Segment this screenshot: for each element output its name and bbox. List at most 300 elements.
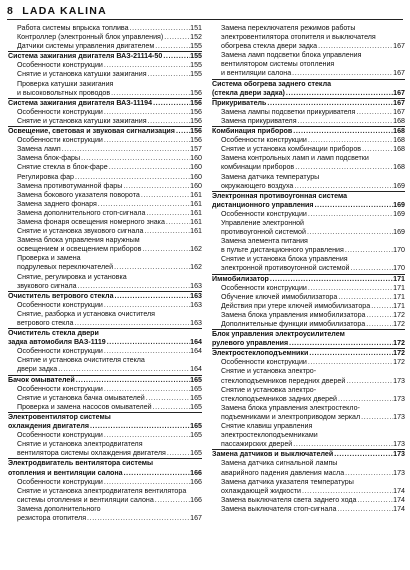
toc-entry-title-line: двери задка (17, 365, 58, 374)
toc-entry (8, 347, 202, 356)
dot-leader (344, 246, 393, 255)
toc-entry-title-line: Замена датчика указателя температуры (221, 477, 354, 486)
dot-leader (345, 377, 393, 386)
toc-entry (212, 293, 405, 302)
toc-entry-title-line: Снятие и установка электро- (221, 385, 317, 394)
toc-entry (8, 61, 202, 70)
dot-leader (337, 395, 393, 404)
toc-entry-title-line: Замена заднего фонаря (17, 199, 97, 208)
dot-leader (103, 431, 190, 440)
toc-page-number: 156 (190, 98, 202, 107)
toc-entry (212, 459, 405, 477)
toc-entry-title-line: Прикуриватель (212, 98, 267, 107)
toc-entry (8, 310, 202, 328)
toc-entry-title-line: Особенности конструкции (221, 358, 307, 367)
toc-entry-title-line: Замена датчика температуры (221, 172, 320, 181)
toc-section-entry (212, 329, 405, 348)
toc-page-number: 165 (190, 393, 202, 402)
toc-entry-title-line: Снятие и установка катушки зажигания (17, 70, 147, 79)
toc-entry-title-line: Снятие и установка электродвигателя (17, 440, 143, 449)
toc-entry-title-line: Снятие и установка блока управления (221, 255, 348, 264)
toc-entry (8, 209, 202, 218)
dot-leader (365, 320, 393, 329)
toc-entry (212, 237, 405, 255)
toc-entry-title-line: Снятие и установка звукового сигнала (17, 227, 144, 236)
toc-entry-title-line: Особенности конструкции (17, 107, 103, 116)
dot-leader (77, 282, 191, 291)
toc-page-number: 151 (190, 24, 202, 32)
toc-entry (8, 394, 202, 403)
dot-leader (285, 89, 393, 98)
toc-entry-title-line: стеклоподъемников задних дверей (221, 394, 337, 403)
toc-entry-title-line: Снятие, регулировка и установка (17, 272, 127, 281)
toc-page-number: 163 (190, 300, 202, 309)
toc-entry-title-line: Комбинация приборов (212, 127, 293, 136)
toc-entry (8, 273, 202, 291)
toc-page-number: 166 (190, 495, 202, 504)
dot-leader (147, 117, 191, 126)
dot-leader (165, 218, 190, 227)
dot-leader (317, 42, 393, 51)
toc-entry (212, 422, 405, 449)
toc-entry-title-line: резистора отопителя (17, 513, 87, 522)
toc-page-number: 174 (393, 504, 405, 513)
toc-entry (212, 302, 405, 311)
toc-section-entry (212, 79, 405, 98)
toc-entry-title-line: Снятие и установка очистителя стекла (17, 356, 145, 365)
dot-leader (73, 319, 190, 328)
toc-page-number: 169 (393, 228, 405, 237)
toc-entry-title-line: Система зажигания двигателя ВАЗ-21114-50 (8, 52, 163, 61)
toc-entry-title-line: Снятие, разборка и установка очистителя (17, 309, 156, 318)
dot-leader (314, 201, 394, 210)
toc-entry-title-line: Снятие и установка комбинации приборов (221, 145, 362, 154)
toc-section-entry (8, 458, 202, 477)
toc-entry-title-line: Особенности конструкции (221, 209, 307, 218)
dot-leader (103, 108, 190, 117)
toc-page-number: 156 (190, 116, 202, 125)
toc-entry (212, 496, 405, 505)
toc-entry-title-line: Очиститель стекла двери (8, 329, 99, 338)
toc-page-number: 173 (393, 440, 405, 449)
toc-page-number: 166 (190, 477, 202, 486)
toc-page-number: 164 (190, 338, 202, 347)
toc-entry-title-line: Замена датчиков и выключателей (212, 450, 334, 459)
toc-page-number: 173 (393, 412, 405, 421)
toc-entry (212, 320, 405, 329)
toc-section-entry (8, 375, 202, 385)
toc-entry-title-line: Снятие и установка электро- (221, 367, 317, 376)
toc-entry-title-line: Проверка и замена насосов омывателей (17, 402, 152, 411)
toc-page-number: 168 (393, 145, 405, 154)
toc-entry-title-line: Снятие и установка катушки зажигания (17, 116, 147, 125)
dot-leader (355, 108, 393, 117)
toc-page-number: 160 (190, 172, 202, 181)
dot-leader (365, 311, 393, 320)
dot-leader (163, 33, 190, 42)
toc-entry-title-line: Электростеклоподъемники (212, 349, 309, 358)
toc-page-number: 172 (393, 358, 405, 367)
toc-entry (8, 440, 202, 458)
toc-entry-title-line: вентилятора системы охлаждения двигателя (17, 449, 166, 458)
toc-section-entry (8, 412, 202, 431)
dot-leader (301, 487, 393, 496)
dot-leader (269, 275, 393, 284)
toc-page-number: 156 (190, 107, 202, 116)
dot-leader (89, 422, 190, 431)
toc-page-number: 162 (190, 263, 202, 272)
dot-leader (306, 228, 393, 237)
toc-entry-title-line: Замена лампы подсветки прикуривателя (221, 107, 356, 116)
toc-entry-title-line: Замена выключателя стоп-сигнала (221, 504, 337, 513)
toc-entry-title-line: Очиститель ветрового стекла (8, 291, 114, 300)
dot-leader (143, 227, 190, 236)
toc-entry-title-line: и высоковольтных проводов (17, 88, 111, 97)
dot-leader (175, 127, 190, 136)
toc-entry (212, 154, 405, 172)
dot-leader (356, 496, 393, 505)
toc-page-number: 165 (190, 422, 202, 431)
toc-entry-title-line: Действия при утере ключей иммобилизатора (221, 301, 371, 310)
toc-page-number: 166 (190, 468, 202, 477)
toc-entry (8, 254, 202, 272)
dot-leader (152, 403, 191, 412)
toc-entry-title-line: Особенности конструкции (17, 384, 103, 393)
toc-entry-title-line: Иммобилизатор (212, 274, 269, 283)
toc-section-entry (212, 191, 405, 210)
toc-page-number: 173 (393, 450, 405, 459)
dot-leader (293, 182, 393, 191)
toc-entry-title-line: Замена прикуривателя (221, 116, 297, 125)
toc-entry (8, 403, 202, 412)
toc-entry (8, 431, 202, 440)
toc-right-column (212, 24, 405, 514)
toc-page-number: 168 (393, 127, 405, 136)
toc-page-number: 161 (190, 199, 202, 208)
toc-entry-title-line: аварийного падения давления масла (221, 468, 345, 477)
toc-entry-title-line: обогрева стекла двери задка (221, 42, 318, 51)
toc-entry (8, 191, 202, 200)
dot-leader (361, 145, 393, 154)
toc-page-number: 167 (393, 42, 405, 51)
toc-page-number: 156 (190, 127, 202, 136)
toc-entry (212, 108, 405, 117)
toc-entry-title-line: Особенности конструкции (17, 477, 103, 486)
toc-entry (8, 301, 202, 310)
toc-entry-title-line: Замена датчика сигнальной лампы (221, 459, 338, 468)
toc-section-entry (212, 274, 405, 284)
dot-leader (162, 52, 190, 61)
toc-entry-title-line: задка автомобиля ВАЗ-1119 (8, 338, 106, 347)
toc-page-number: 173 (393, 468, 405, 477)
toc-entry-title-line: Замена противотуманной фары (17, 181, 123, 190)
toc-entry (8, 145, 202, 154)
toc-entry (8, 478, 202, 487)
toc-entry (8, 356, 202, 374)
toc-entry-title-line: Проверка катушки зажигания (17, 79, 114, 88)
toc-entry-title-line: Особенности конструкции (17, 300, 103, 309)
toc-page-number: 172 (393, 349, 405, 358)
toc-entry (8, 163, 202, 172)
toc-entry-title-line: комбинации приборов (221, 163, 295, 172)
toc-entry-title-line: Замена фонаря освещения номерного знака (17, 217, 165, 226)
toc-entry (8, 136, 202, 145)
toc-entry (8, 236, 202, 254)
toc-entry-title-line: рулевого управления (212, 339, 289, 348)
toc-page-number: 168 (393, 116, 405, 125)
toc-entry-title-line: Замена блока управления иммобилизатора (221, 310, 366, 319)
dot-leader (152, 99, 190, 108)
toc-page-number: 155 (190, 42, 202, 51)
toc-entry (8, 487, 202, 505)
dot-leader (86, 514, 190, 523)
toc-entry (212, 358, 405, 367)
toc-entry (8, 108, 202, 117)
toc-section-entry (8, 328, 202, 347)
toc-entry-title-line: Датчики системы управления двигателем (17, 42, 155, 51)
toc-entry-title-line: отопления и вентиляции салона (8, 468, 123, 477)
toc-left-column (8, 24, 202, 523)
dot-leader (147, 70, 191, 79)
toc-section-entry (8, 291, 202, 301)
toc-page-number: 167 (393, 88, 405, 97)
toc-entry (8, 227, 202, 236)
toc-page-number: 170 (393, 264, 405, 273)
toc-page-number: 164 (190, 365, 202, 374)
toc-section-entry (212, 449, 405, 459)
toc-entry (212, 367, 405, 385)
toc-entry-title-line: электронной противоугонной системой (221, 264, 350, 273)
dot-leader (333, 450, 393, 459)
toc-entry-title-line: электровентилятора отопителя и выключателя (221, 33, 376, 42)
toc-page-number: 168 (393, 163, 405, 172)
toc-page-number: 165 (190, 449, 202, 458)
dot-leader (122, 182, 190, 191)
toc-page-number: 161 (190, 217, 202, 226)
toc-page-number: 155 (190, 70, 202, 79)
toc-page-number: 156 (190, 136, 202, 145)
toc-entry (212, 284, 405, 293)
toc-entry-title-line: Освещение, световая и звуковая сигнализация (8, 127, 175, 136)
dot-leader (103, 347, 190, 356)
toc-entry (8, 70, 202, 79)
toc-entry-title-line: подъемниками и электроприводом зеркал (221, 412, 361, 421)
toc-entry-title-line: Особенности конструкции (17, 431, 103, 440)
toc-page-number: 171 (393, 283, 405, 292)
toc-page-number: 171 (393, 301, 405, 310)
toc-entry-title-line: Регулировка фар (17, 172, 75, 181)
toc-entry-title-line: пассажирских дверей (221, 440, 293, 449)
toc-section-entry (8, 51, 202, 61)
toc-entry-title-line: Снятие и установка бачка омывателей (17, 393, 145, 402)
toc-page-number: 170 (393, 246, 405, 255)
toc-page-number: 152 (190, 33, 202, 42)
toc-entry (8, 505, 202, 523)
running-header (7, 3, 403, 20)
toc-entry (8, 385, 202, 394)
toc-entry (8, 182, 202, 191)
dot-leader (292, 440, 393, 449)
toc-entry-title-line: Замена блока управления электростекло- (221, 403, 360, 412)
toc-entry-title-line: Электровентилятор системы (8, 412, 111, 421)
toc-page-number: 160 (190, 154, 202, 163)
toc-entry-title-line: Блок управления электроусилителем (212, 330, 345, 339)
toc-entry (8, 80, 202, 98)
dot-leader (61, 145, 190, 154)
toc-entry (212, 145, 405, 154)
dot-leader (297, 117, 394, 126)
dot-leader (106, 338, 190, 347)
toc-page-number: 167 (190, 513, 202, 522)
dot-leader (292, 127, 393, 136)
toc-entry-title-line: Система обогрева заднего стекла (212, 79, 332, 88)
toc-entry (212, 505, 405, 514)
toc-section-entry (212, 126, 405, 136)
toc-page-number: 167 (393, 107, 405, 116)
dot-leader (114, 292, 191, 301)
toc-entry-title-line: Контроллер (электронный блок управления) (17, 33, 164, 42)
toc-entry-title-line: Замена контрольных ламп и ламп подсветки (221, 154, 369, 163)
toc-entry-title-line: Электронная противоугонная система (212, 191, 348, 200)
toc-entry-title-line: Работа системы впрыска топлива (17, 24, 129, 32)
toc-entry-title-line: охлаждающей жидкости (221, 486, 302, 495)
toc-entry-title-line: (стекла двери задка) (212, 88, 285, 97)
toc-entry-title-line: Замена дополнительного стоп-сигнала (17, 208, 146, 217)
dot-leader (57, 365, 190, 374)
toc-entry-title-line: и вентиляции салона (221, 69, 292, 78)
toc-entry-title-line: Снятие стекла в блок-фаре (17, 163, 108, 172)
dot-leader (145, 394, 190, 403)
dot-leader (103, 61, 190, 70)
dot-leader (108, 163, 190, 172)
toc-entry-title-line: Замена дополнительного (17, 504, 101, 513)
toc-page-number: 174 (393, 495, 405, 504)
toc-entry-title-line: Управление электронной (221, 218, 305, 227)
toc-entry (212, 311, 405, 320)
toc-entry (212, 51, 405, 78)
toc-entry-title-line: Замена блок-фары (17, 154, 81, 163)
dot-leader (308, 349, 393, 358)
toc-entry (212, 404, 405, 422)
dot-leader (344, 469, 393, 478)
dot-leader (307, 210, 393, 219)
dot-leader (145, 209, 190, 218)
toc-entry-title-line: Особенности конструкции (17, 61, 103, 70)
toc-entry-title-line: подрулевых переключателей (17, 263, 114, 272)
toc-page-number: 162 (190, 245, 202, 254)
toc-entry (8, 173, 202, 182)
dot-leader (103, 385, 190, 394)
toc-page-number: 169 (393, 209, 405, 218)
toc-entry (212, 386, 405, 404)
dot-leader (350, 264, 394, 273)
toc-page-number: 167 (393, 69, 405, 78)
dot-leader (288, 339, 393, 348)
toc-entry-title-line: Особенности конструкции (221, 283, 307, 292)
toc-entry (212, 219, 405, 237)
toc-page-number: 157 (190, 145, 202, 154)
toc-entry-title-line: Электродвигатель вентилятора системы (8, 459, 154, 468)
dot-leader (103, 478, 190, 487)
toc-entry-title-line: Замена переключателя режимов работы (221, 24, 356, 32)
dot-leader (166, 449, 190, 458)
toc-entry (8, 218, 202, 227)
dot-leader (307, 136, 393, 145)
toc-page-number: 160 (190, 163, 202, 172)
dot-leader (74, 173, 190, 182)
dot-leader (103, 301, 190, 310)
toc-page-number: 172 (393, 310, 405, 319)
dot-leader (113, 263, 190, 272)
toc-entry-title-line: системы отопления и вентиляции салона (17, 495, 154, 504)
dot-leader (370, 302, 393, 311)
toc-entry (8, 33, 202, 42)
dot-leader (140, 191, 190, 200)
dot-leader (154, 496, 190, 505)
dot-leader (307, 284, 393, 293)
toc-page-number: 165 (190, 431, 202, 440)
toc-page-number: 173 (393, 394, 405, 403)
toc-page-number: 168 (393, 136, 405, 145)
toc-page-number: 160 (190, 181, 202, 190)
toc-entry (212, 255, 405, 273)
toc-page-number: 161 (190, 208, 202, 217)
toc-entry-title-line: окружающего воздуха (221, 181, 294, 190)
dot-leader (360, 413, 393, 422)
toc-page-number: 161 (190, 190, 202, 199)
dot-leader (141, 245, 190, 254)
toc-page-number: 155 (190, 52, 202, 61)
toc-entry-title-line: Замена выключателя света заднего хода (221, 495, 357, 504)
dot-leader (103, 136, 190, 145)
dot-leader (75, 376, 190, 385)
toc-entry-title-line: Дополнительные функции иммобилизатора (221, 320, 366, 328)
toc-page-number: 173 (393, 376, 405, 385)
page-number: 8 (7, 5, 15, 17)
toc-entry-title-line: Особенности конструкции (221, 136, 307, 145)
toc-entry-title-line: электростеклоподъемниками (221, 431, 318, 440)
toc-entry-title-line: Снятие и установка электродвигателя вентилятора (17, 486, 187, 495)
dot-leader (266, 99, 393, 108)
toc-entry-title-line: Бачок омывателей (8, 375, 75, 384)
toc-page-number: 164 (190, 347, 202, 356)
toc-page-number: 156 (190, 88, 202, 97)
dot-leader (307, 358, 393, 367)
toc-page-number: 163 (190, 281, 202, 290)
toc-entry (8, 42, 202, 51)
toc-entry-title-line: Замена бокового указателя поворота (17, 190, 140, 199)
toc-entry (8, 117, 202, 126)
toc-entry-title-line: ветрового стекла (17, 319, 74, 327)
toc-section-entry (212, 348, 405, 358)
toc-entry-title-line: стеклоподъемников передних дверей (221, 376, 346, 385)
toc-entry (8, 154, 202, 163)
toc-entry (212, 24, 405, 51)
toc-entry-title-line: Особенности конструкции (17, 347, 103, 356)
toc-entry (8, 200, 202, 209)
toc-entry-title-line: освещением и освещением приборов (17, 245, 142, 254)
toc-page-number: 174 (393, 486, 405, 495)
toc-entry-title-line: дистанционного управления (212, 200, 314, 209)
toc-entry (212, 117, 405, 126)
dot-leader (154, 42, 190, 51)
toc-entry (212, 136, 405, 145)
toc-section-entry (212, 98, 405, 108)
book-title: LADA KALINA (22, 5, 107, 17)
dot-leader (337, 293, 393, 302)
toc-page-number: 155 (190, 61, 202, 70)
toc-page-number: 172 (393, 320, 405, 328)
